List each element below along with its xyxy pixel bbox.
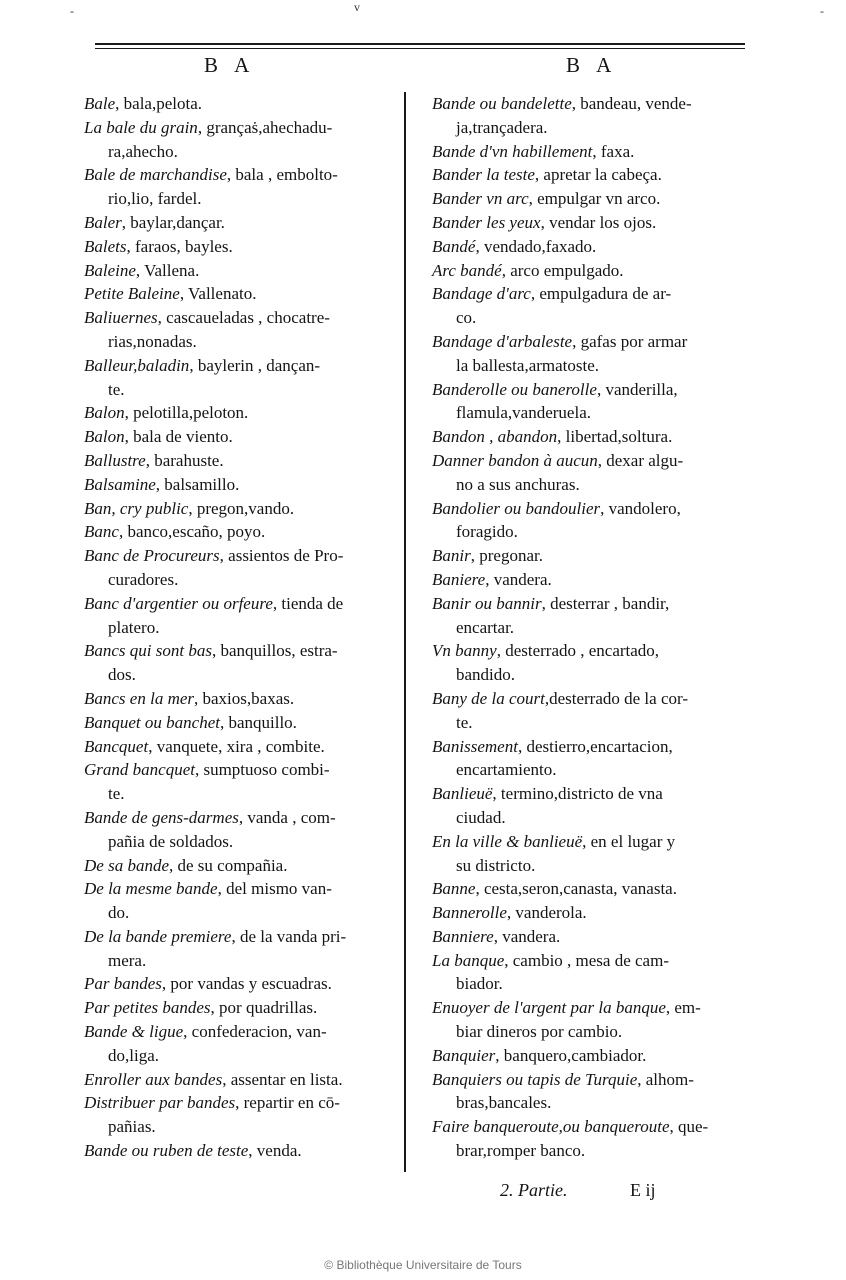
dictionary-entry [432,330,764,378]
dictionary-entry [432,568,764,592]
entry-definition: , vanda , com- [238,807,336,827]
entry-headword: Banir ou bannir [432,593,542,613]
entry-definition: , venda. [248,1141,302,1161]
entry-definition: , banquillos, estra- [211,641,338,661]
entry-definition: , dexar algu- [597,450,684,470]
dictionary-entry [432,1115,764,1163]
dictionary-entry [84,806,416,854]
dictionary-entry [84,163,416,211]
entry-continuation: te. [456,712,473,732]
entry-headword: Bandage d'arc [432,284,531,304]
dictionary-entry [432,1044,764,1068]
entry-definition: , assentar en lista. [222,1069,343,1089]
dictionary-entry [432,830,764,878]
entry-definition: , libertad,soltura. [557,427,673,447]
entry-continuation: ciudad. [456,807,506,827]
entry-headword: Bale de marchandise [84,165,227,185]
entry-continuation: encartamiento. [456,760,557,780]
entry-definition: , faraos, bayles. [126,236,233,256]
entry-headword: Bande d'vn habillement [432,141,593,161]
library-credit: © Bibliothèque Universitaire de Tours [324,1258,522,1272]
entry-headword: Banderolle ou banerolle [432,379,597,399]
entry-definition: , Vallenato. [179,284,257,304]
dictionary-entry [84,282,416,306]
entry-definition: , barahuste. [145,450,224,470]
entry-continuation: te. [108,784,125,804]
dictionary-entry [84,758,416,806]
entry-headword: Balets [84,236,127,256]
dictionary-entry [432,877,764,901]
right-column [432,92,764,1163]
dictionary-entry [432,140,764,164]
entry-definition: , cascaueladas , chocatre- [157,308,330,328]
entry-definition: , del mismo van- [217,879,332,899]
entry-headword: La banque [432,950,505,970]
entry-definition: , vandolero, [600,498,681,518]
entry-definition: , cesta,seron,canasta, vanasta. [475,879,677,899]
entry-definition: , pregon,vando. [188,498,295,518]
entry-definition: , bala de viento. [124,427,233,447]
entry-headword: Banne [432,879,476,899]
dictionary-entry [432,378,764,426]
entry-headword: Balsamine [84,474,156,494]
entry-headword: Distribuer par bandes [84,1093,236,1113]
entry-definition: , baxios,baxas. [194,688,295,708]
entry-headword: Danner bandon à aucun [432,450,598,470]
top-rule [95,43,745,45]
entry-headword: De sa bande [84,855,169,875]
dictionary-entry [84,854,416,878]
dictionary-entry [432,901,764,925]
left-column [84,92,416,1163]
entry-definition: , bala,pelota. [115,94,203,113]
entry-headword: Banniere [432,926,494,946]
dictionary-entry [432,544,764,568]
entry-definition: , balsamillo. [155,474,240,494]
dictionary-entry [84,996,416,1020]
entry-headword: Bander les yeux [432,212,541,232]
entry-headword: Par bandes [84,974,162,994]
entry-definition: , confederacion, van- [183,1022,327,1042]
entry-headword: La bale du grain [84,117,198,137]
entry-continuation: do,liga. [108,1045,159,1065]
dictionary-entry [84,401,416,425]
dictionary-entry [84,259,416,283]
entry-headword: Bandolier ou bandoulier [432,498,601,518]
dictionary-entry [84,520,416,544]
page-footer [500,1180,656,1201]
entry-definition: , vandera. [485,569,552,589]
dictionary-entry [84,235,416,259]
entry-continuation: mera. [108,950,147,970]
entry-definition: , banco,escaño, poyo. [118,522,266,542]
entry-definition: , destierro,encartacion, [517,736,673,756]
entry-definition: , Vallena. [135,260,200,280]
entry-definition: , vandera. [493,926,561,946]
entry-headword: Banquiers ou tapis de Turquie [432,1069,638,1089]
entry-definition: , bandeau, vende- [571,94,692,113]
entry-headword: De la bande premiere [84,926,232,946]
entry-definition: , faxa. [592,141,635,161]
entry-definition: , tienda de [272,593,344,613]
dictionary-entry [84,211,416,235]
dictionary-entry [432,449,764,497]
entry-headword: Vn banny [432,641,497,661]
entry-continuation: biador. [456,974,503,994]
entry-definition: , por quadrillas. [210,998,318,1018]
entry-headword: Banc [84,522,119,542]
entry-definition: , empulgar vn arco. [528,189,661,209]
dictionary-entry [84,449,416,473]
entry-continuation: te. [108,379,125,399]
dictionary-entry [432,687,764,735]
entry-headword: Bande de gens-darmes [84,807,239,827]
entry-headword: Bancs qui sont bas [84,641,212,661]
dictionary-entry [84,639,416,687]
entry-continuation: bandido. [456,665,516,685]
entry-headword: Baler [84,212,122,232]
entry-headword: Baniere [432,569,486,589]
entry-continuation: ja,trançadera. [456,117,548,137]
entry-headword: Bande ou ruben de teste [84,1141,249,1161]
entry-headword: Bander vn arc [432,189,529,209]
dictionary-entry [432,259,764,283]
entry-headword: Bander la teste [432,165,535,185]
dictionary-entry [84,1139,416,1163]
entry-definition: , banquillo. [219,712,297,732]
entry-definition: , desterrado , encartado, [496,641,660,661]
entry-continuation: rias,nonadas. [108,331,197,351]
signature-mark: E ij [630,1180,656,1200]
entry-headword: Banquet ou banchet [84,712,220,732]
entry-continuation: foragido. [456,522,518,542]
entry-continuation: flamula,vanderuela. [456,403,591,423]
entry-headword: Bannerolle [432,903,507,923]
entry-definition: , bala , embolto- [226,165,338,185]
top-rule-thin [95,48,745,49]
entry-headword: Baleine [84,260,136,280]
entry-definition: , repartir en cō- [235,1093,340,1113]
entry-definition: , que- [669,1117,709,1137]
dictionary-entry [84,1020,416,1068]
entry-headword: Arc bandé [432,260,502,280]
dictionary-entry [432,497,764,545]
dictionary-entry [84,354,416,402]
dictionary-entry [432,639,764,687]
entry-definition: ,desterrado de la cor- [544,688,688,708]
entry-definition: , vanderola. [506,903,587,923]
dictionary-entry [84,116,416,164]
part-label: 2. Partie. [500,1180,568,1200]
entry-definition: , de la vanda pri- [231,926,347,946]
dictionary-entry [432,592,764,640]
dictionary-entry [432,187,764,211]
entry-definition: , arco empulgado. [501,260,624,280]
entry-headword: Balon [84,427,125,447]
entry-continuation: curadores. [108,569,179,589]
entry-headword: Banlieuë [432,784,493,804]
dictionary-entry [84,1091,416,1139]
entry-definition: , baylar,dançar. [121,212,225,232]
entry-definition: , pregonar. [470,546,543,566]
dictionary-entry [432,1068,764,1116]
entry-definition: , en el lugar y [582,831,676,851]
dictionary-entry [84,473,416,497]
entry-continuation: encartar. [456,617,515,637]
entry-continuation: rio,lio, fardel. [108,189,202,209]
dictionary-entry [84,877,416,925]
entry-headword: Banir [432,546,471,566]
dictionary-entry [84,592,416,640]
entry-headword: En la ville & banlieuë [432,831,583,851]
entry-definition: , em- [665,998,701,1018]
entry-headword: Grand bancquet [84,760,195,780]
entry-definition: , cambio , mesa de cam- [504,950,669,970]
entry-definition: , vanquete, xira , combite. [148,736,325,756]
edge-mark-top: v [354,0,360,14]
entry-headword: Enuoyer de l'argent par la banque [432,998,666,1018]
dictionary-entry [432,782,764,830]
dictionary-entry [432,425,764,449]
entry-continuation: ra,ahecho. [108,141,178,161]
dictionary-entry [84,972,416,996]
entry-headword: Banquier [432,1045,496,1065]
dictionary-entry [84,92,416,116]
entry-definition: , sumptuoso combi- [194,760,330,780]
entry-headword: Ban, cry public [84,498,189,518]
dictionary-entry [84,687,416,711]
entry-headword: Bany de la court [432,688,545,708]
edge-mark-left: ‑ [70,4,74,18]
dictionary-entry [432,996,764,1044]
entry-headword: Banc d'argentier ou orfeure [84,593,273,613]
entry-headword: Banc de Procureurs [84,546,220,566]
entry-headword: Bancquet [84,736,149,756]
entry-definition: , alhom- [637,1069,694,1089]
entry-continuation: no a sus anchuras. [456,474,580,494]
dictionary-entry [432,235,764,259]
entry-headword: Balleur,baladin [84,355,190,375]
dictionary-entry [432,925,764,949]
entry-definition: , pelotilla,peloton. [124,403,249,423]
header-right: B A [566,53,618,77]
entry-definition: , por vandas y escuadras. [161,974,332,994]
entry-continuation: biar dineros por cambio. [456,1022,623,1042]
entry-headword: Faire banqueroute,ou banqueroute [432,1117,670,1137]
entry-continuation: pañias. [108,1117,156,1137]
entry-continuation: platero. [108,617,160,637]
entry-definition: , assientos de Pro- [219,546,344,566]
entry-continuation: do. [108,903,130,923]
dictionary-entry [84,306,416,354]
entry-headword: Enroller aux bandes [84,1069,223,1089]
entry-headword: Banissement [432,736,518,756]
entry-definition: , de su compañia. [168,855,288,875]
entry-definition: , grançaṡ,ahechadu- [197,117,333,137]
entry-headword: Par petites bandes [84,998,211,1018]
entry-definition: , apretar la cabeça. [534,165,662,185]
dictionary-entry [84,711,416,735]
entry-headword: Petite Baleine [84,284,180,304]
entry-continuation: bras,bancales. [456,1093,552,1113]
dictionary-entry [432,163,764,187]
entry-continuation: pañia de soldados. [108,831,234,851]
dictionary-entry [84,425,416,449]
dictionary-entry [84,735,416,759]
dictionary-entry [84,925,416,973]
entry-headword: Bale [84,94,116,113]
header-left: B A [204,53,256,77]
entry-headword: Bande & ligue [84,1022,184,1042]
entry-continuation: co. [456,308,477,328]
dictionary-entry [432,92,764,140]
entry-continuation: su districto. [456,855,536,875]
entry-definition: , termino,districto de vna [492,784,663,804]
entry-headword: Balon [84,403,125,423]
entry-definition: , vendado,faxado. [475,236,597,256]
dictionary-entry [84,497,416,521]
entry-definition: , desterrar , bandir, [541,593,670,613]
entry-headword: Bandon , abandon [432,427,558,447]
entry-continuation: dos. [108,665,136,685]
entry-headword: Bande ou bandelette [432,94,572,113]
edge-mark-right: ‑ [820,4,824,18]
entry-definition: , empulgadura de ar- [530,284,672,304]
entry-headword: Bandé [432,236,476,256]
entry-headword: Bancs en la mer [84,688,195,708]
dictionary-entry [432,735,764,783]
entry-continuation: la ballesta,armatoste. [456,355,600,375]
entry-headword: Bandage d'arbaleste [432,331,573,351]
dictionary-entry [84,544,416,592]
entry-definition: , vanderilla, [596,379,678,399]
dictionary-entry [432,949,764,997]
entry-definition: , banquero,cambiador. [495,1045,647,1065]
dictionary-entry [432,211,764,235]
entry-headword: Ballustre [84,450,146,470]
entry-continuation: brar,romper banco. [456,1141,586,1161]
entry-headword: De la mesme bande [84,879,218,899]
dictionary-entry [432,282,764,330]
entry-definition: , gafas por armar [572,331,688,351]
entry-headword: Baliuernes [84,308,158,328]
entry-definition: , vendar los ojos. [540,212,657,232]
dictionary-entry [84,1068,416,1092]
entry-definition: , baylerin , dançan- [189,355,321,375]
